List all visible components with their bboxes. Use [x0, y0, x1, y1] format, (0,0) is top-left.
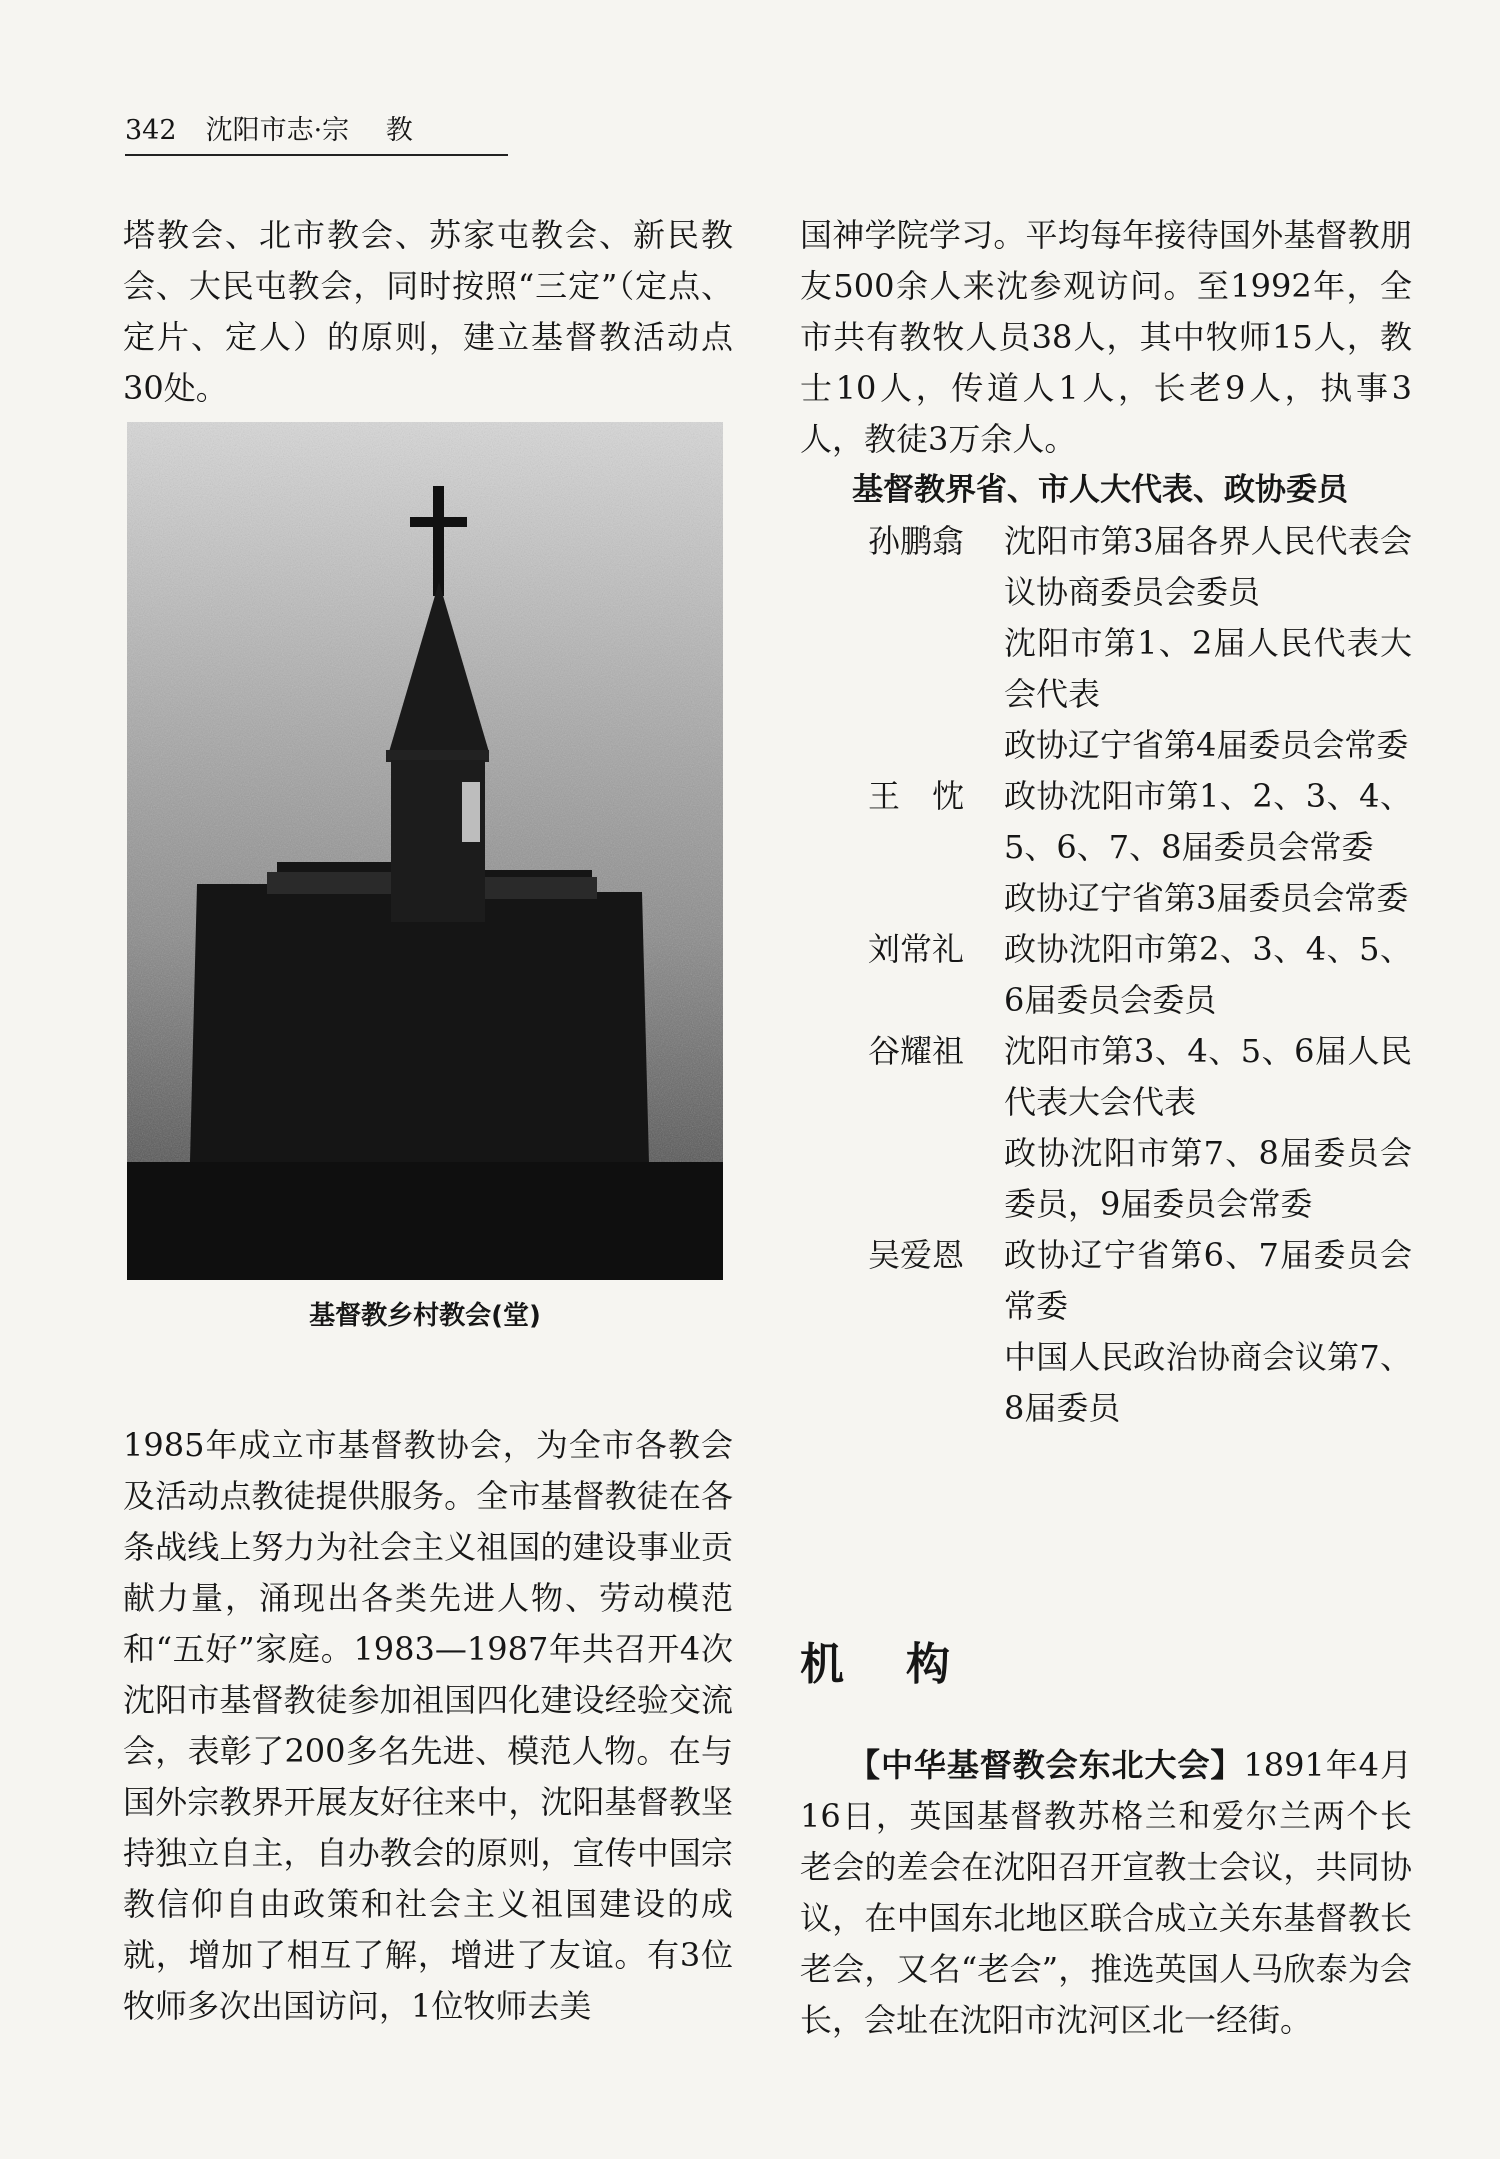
role: 沈阳市第3届各界人民代表会议协商委员会委员: [1004, 522, 1412, 611]
role: 政协沈阳市第7、8届委员会委员，9届委员会常委: [1004, 1134, 1412, 1223]
book-title: 沈阳市志·宗: [205, 115, 350, 146]
list-item: [800, 516, 1412, 771]
header-section: 教: [385, 115, 413, 146]
role: 中国人民政治协商会议第7、8届委员: [1004, 1338, 1412, 1427]
representatives-heading: 基督教界省、市人大代表、政协委员: [852, 472, 1348, 508]
person-name: 谷耀祖: [868, 1032, 965, 1070]
list-item: [800, 771, 1412, 924]
entry-paragraph: [800, 1740, 1412, 2046]
right-column: [800, 210, 1412, 1434]
role: 政协沈阳市第2、3、4、5、6届委员会委员: [1004, 930, 1412, 1019]
role: 政协辽宁省第4届委员会常委: [1004, 726, 1409, 764]
representatives-list: [800, 516, 1412, 1434]
person-name: 刘常礼: [868, 930, 965, 968]
person-name: 孙鹏翕: [868, 522, 965, 560]
paragraph: 1985年成立市基督教协会，为全市各教会及活动点教徒提供服务。全市基督教徒在各条战线上努力为社会主义祖国的建设事业贡献力量，涌现出各类先进人物、劳动模范和“五好”家庭。1983—1987年共召开4次沈阳市基督教徒参加祖国四化建设经验交流会，表彰了200多名先进、模范人物。在与国外宗教界开展友好往来中，沈阳基督教坚持独立自主，自办教会的原则，宣传中国宗教信仰自由政策和社会主义祖国建设的成就，增加了相互了解，增进了友谊。有3位牧师多次出国访问，1位牧师去美: [123, 1426, 733, 2025]
role: 沈阳市第3、4、5、6届人民代表大会代表: [1004, 1032, 1412, 1121]
person-name: 吴爱恩: [868, 1236, 965, 1274]
list-item: [800, 924, 1412, 1026]
church-silhouette-icon: [127, 422, 723, 1280]
organization-entry: [800, 1740, 1412, 2046]
section-heading: 机构: [800, 1639, 1012, 1690]
person-roles: [1004, 1026, 1412, 1230]
running-header: [125, 108, 508, 156]
photo-caption: 基督教乡村教会(堂): [309, 1301, 541, 1331]
person-roles: [1004, 771, 1412, 924]
role: 政协辽宁省第6、7届委员会常委: [1004, 1236, 1412, 1325]
role: 政协辽宁省第3届委员会常委: [1004, 879, 1409, 917]
role: 沈阳市第1、2届人民代表大会代表: [1004, 624, 1412, 713]
entry-text: 1891年4月16日，英国基督教苏格兰和爱尔兰两个长老会的差会在沈阳召开宣教士会议，共同协议，在中国东北地区联合成立关东基督教长老会，又名“老会”，推选英国人马欣泰为会长，会址在沈阳市沈河区北一经街。: [800, 1746, 1412, 2039]
person-name: 王 忱: [868, 777, 965, 815]
page-number: 342: [125, 115, 177, 146]
left-column-bottom: [123, 1420, 733, 2032]
paragraph: 塔教会、北市教会、苏家屯教会、新民教会、大民屯教会，同时按照“三定”（定点、定片、定人）的原则，建立基督教活动点30处。: [123, 216, 733, 407]
list-item: [800, 1026, 1412, 1230]
church-photo: [127, 422, 723, 1280]
person-roles: [1004, 1230, 1412, 1434]
paragraph: 国神学院学习。平均每年接待国外基督教朋友500余人来沈参观访问。至1992年，全市共有教牧人员38人，其中牧师15人，教士10人，传道人1人，长老9人，执事3人，教徒3万余人。: [800, 216, 1412, 458]
entry-title: 【中华基督教会东北大会】: [848, 1746, 1244, 1784]
left-column-top: [123, 210, 733, 414]
person-roles: [1004, 516, 1412, 771]
role: 政协沈阳市第1、2、3、4、5、6、7、8届委员会常委: [1004, 777, 1412, 866]
list-item: [800, 1230, 1412, 1434]
person-roles: [1004, 924, 1412, 1026]
